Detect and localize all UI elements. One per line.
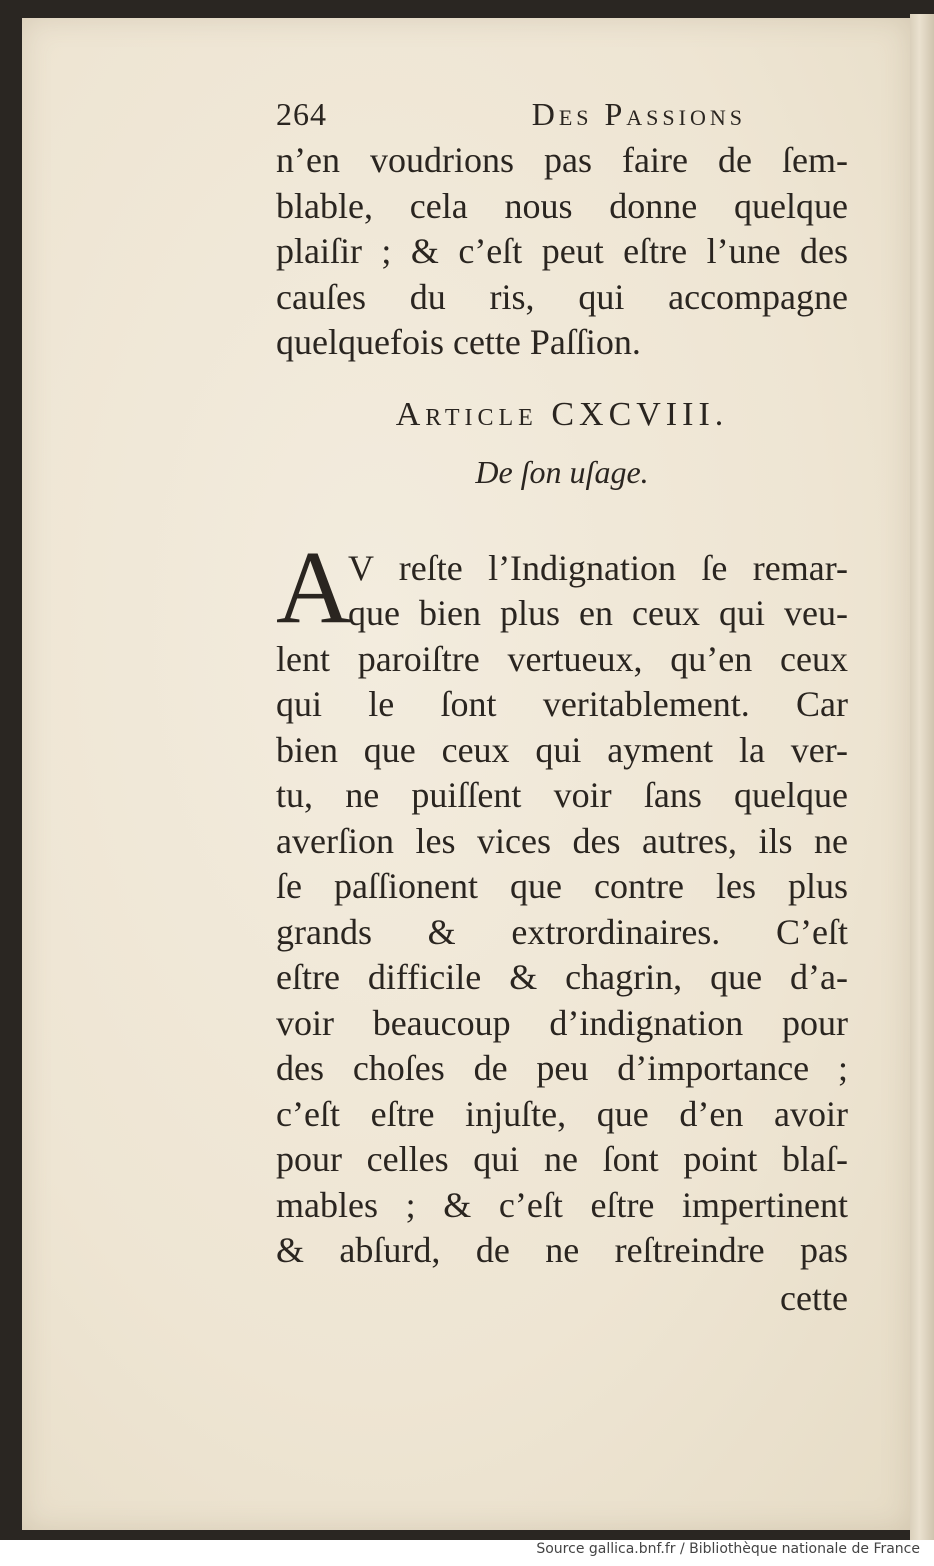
text-line: bien que ceux qui ayment la ver- [276,729,848,770]
article-subtitle: De ſon uſage. [475,453,649,490]
text-line: averſion les vices des autres, ils ne [276,820,848,861]
text-line: blable, cela nous donne quelque [276,185,848,226]
text-line: eſtre difficile & chagrin, que d’a- [276,957,848,997]
page-number: 264 [276,96,327,132]
text-line: & abſurd, de ne reſtreindre pas [276,1230,848,1270]
catchword: cette [780,1277,848,1318]
paragraph [276,529,848,1322]
text-line: c’eſt eſtre injuſte, que d’en avoir [276,1093,848,1134]
running-title: Des Passions [531,96,746,132]
text-line: mables ; & c’eſt eſtre impertinent [276,1184,848,1225]
page-text [276,92,848,1321]
text-line: tu, ne puiſſent voir ſans quelque [276,775,848,815]
text-line: pour celles qui ne ſont point blaſ- [276,1139,848,1179]
drop-cap: A [276,529,352,645]
running-header [276,92,746,138]
source-credit: Source gallica.bnf.fr / Bibliothèque nationale de France [536,1541,920,1557]
next-page-edge [910,14,934,1540]
article-heading: Article CXCVIII. [395,395,729,433]
text-line: n’en voudrions pas faire de ſem- [276,140,848,180]
text-line: quelquefois cette Paſſion. [276,322,641,362]
text-line: des choſes de peu d’importance ; [276,1048,848,1088]
text-line: grands & extrordinaires. C’eſt [276,911,848,952]
text-line: ſe paſſionent que contre les plus [276,866,848,906]
text-line: lent paroiſtre vertueux, qu’en ceux [276,638,848,679]
text-line: qui le ſont veritablement. Car [276,684,848,724]
text-line: V reſte l’Indignation ſe remar- [348,547,848,588]
text-line: que bien plus en ceux qui veu- [348,593,848,633]
text-line: voir beaucoup d’indignation pour [276,1002,848,1043]
text-line: cauſes du ris, qui accompagne [276,276,848,317]
top-lines [276,138,848,366]
text-line: plaiſir ; & c’eſt peut eſtre l’une des [276,231,848,271]
